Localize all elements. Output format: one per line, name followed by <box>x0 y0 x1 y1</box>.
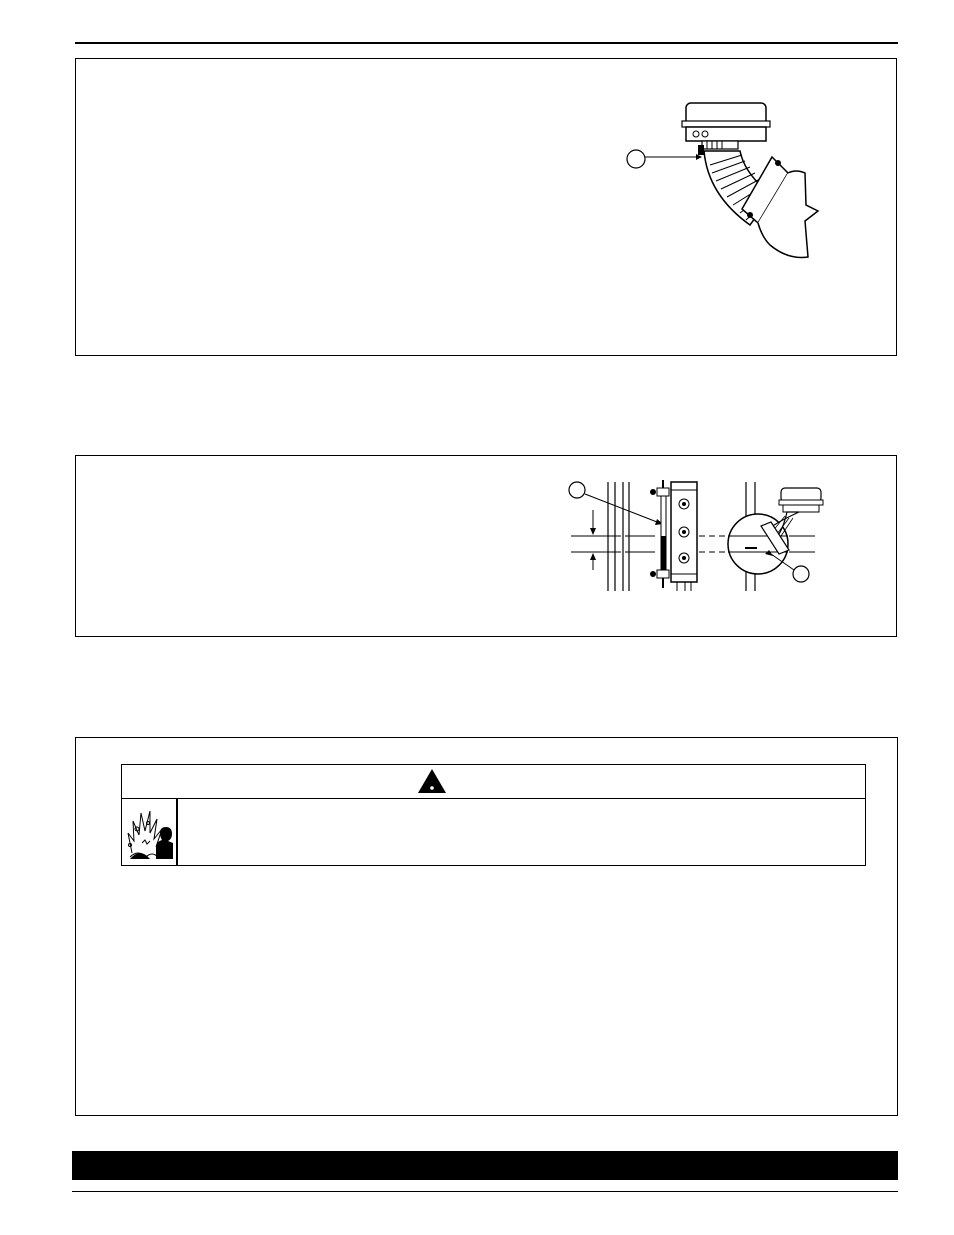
figure-sight-glass <box>565 478 825 593</box>
warning-body <box>121 798 866 866</box>
figure-float-switch <box>600 95 840 275</box>
warning-triangle-icon <box>417 767 447 795</box>
callout-circle-left-icon <box>569 482 585 498</box>
bottom-rule <box>72 1191 898 1192</box>
explosion-hazard-icon <box>124 803 174 861</box>
footer-black-bar <box>72 1151 898 1180</box>
top-rule <box>75 42 898 44</box>
callout-circle-right-icon <box>793 566 809 582</box>
warning-divider <box>176 798 178 866</box>
warning-header <box>121 764 866 799</box>
callout-circle-icon <box>627 150 645 168</box>
